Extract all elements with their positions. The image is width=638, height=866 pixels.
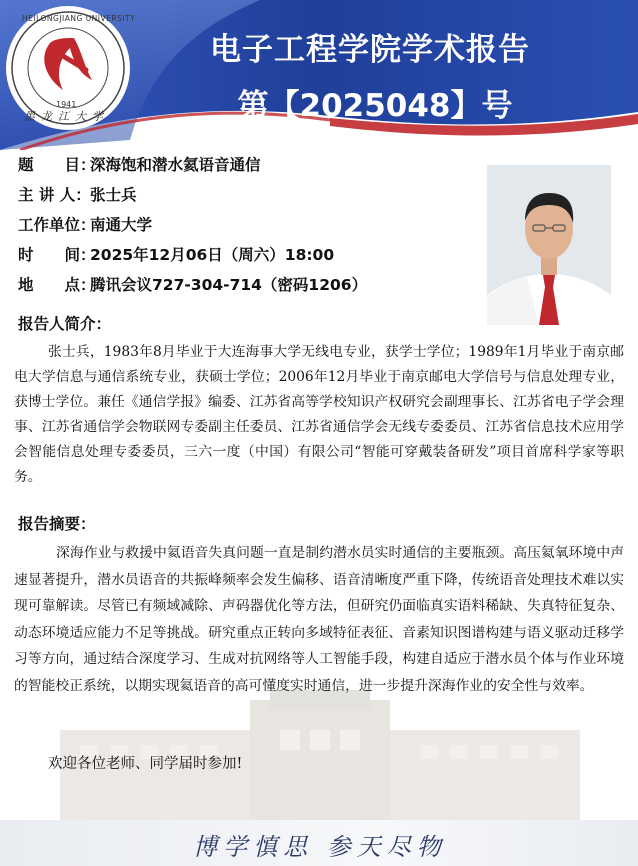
time-value: 2025年12月06日（周六）18:00 — [90, 246, 335, 264]
unit-row — [18, 210, 488, 240]
university-motto: 博学慎思 参天尽物 — [193, 833, 447, 861]
welcome-text: 欢迎各位老师、同学届时参加! — [48, 756, 243, 772]
topic-value: 深海饱和潜水氦语音通信 — [90, 156, 261, 174]
report-info — [18, 150, 488, 300]
report-title: 电子工程学院学术报告 — [210, 32, 530, 68]
place-value: 腾讯会议727-304-714（密码1206） — [90, 276, 368, 294]
place-label: 地 点： — [18, 276, 96, 294]
speaker-portrait-icon — [487, 165, 611, 325]
speaker-label: 主 讲 人： — [18, 186, 91, 204]
abstract-text: 深海作业与救援中氦语音失真问题一直是制约潜水员实时通信的主要瓶颈。高压氦氧环境中声速显著提升，潜水员语音的共振峰频率会发生偏移、语音清晰度严重下降，传统语音处理技术难以实现可靠解读。尽管已有频域减除、声码器优化等方法，但研究仍面临真实语料稀缺、失真特征复杂、动态环境适应能力不足等挑战。研究重点正转向多域特征表征、音素知识图谱构建与语义驱动迁移学习等方向，通过结合深度学习、生成对抗网络等人工智能手段，构建自适应于潜水员个体与作业环境的智能校正系统，以期实现氦语音的高可懂度实时通信，进一步提升深海作业的安全性与效率。 — [14, 545, 624, 694]
speaker-row — [18, 180, 488, 210]
abstract-heading: 报告摘要： — [18, 515, 96, 533]
unit-label: 工作单位： — [18, 216, 96, 234]
speaker-photo — [487, 165, 611, 325]
report-number: 第【2025048】号 — [237, 88, 513, 124]
header-banner — [0, 0, 638, 150]
place-row — [18, 270, 488, 300]
bio-text: 张士兵，1983年8月毕业于大连海事大学无线电专业，获学士学位；1989年1月毕业于南京邮电大学信息与通信系统专业，获硕士学位；2006年12月毕业于南京邮电大学信号与信息处理专业，获博士学位。兼任《通信学报》编委、江苏省高等学校知识产权研究会副理事长、江苏省电子学会理事、江苏省通信学会物联网专委副主任委员、江苏省通信学会无线专委委员、江苏省信息技术应用学会智能信息处理专委委员，三六一度（中国）有限公司“智能可穿戴装备研发”项目首席科学家等职务。 — [14, 344, 624, 485]
logo-calligraphy: 黑龙江大学 — [24, 110, 109, 123]
topic-row — [18, 150, 488, 180]
logo-ring-text: HEILONGJIANG UNIVERSITY — [22, 14, 136, 23]
topic-label: 题 目： — [18, 156, 96, 174]
bio-heading: 报告人简介： — [18, 315, 112, 333]
time-label: 时 间： — [18, 246, 96, 264]
speaker-value: 张士兵 — [90, 186, 137, 204]
logo-year: 1941 — [56, 100, 77, 109]
time-row — [18, 240, 488, 270]
unit-value: 南通大学 — [90, 216, 153, 234]
university-logo — [8, 8, 136, 128]
